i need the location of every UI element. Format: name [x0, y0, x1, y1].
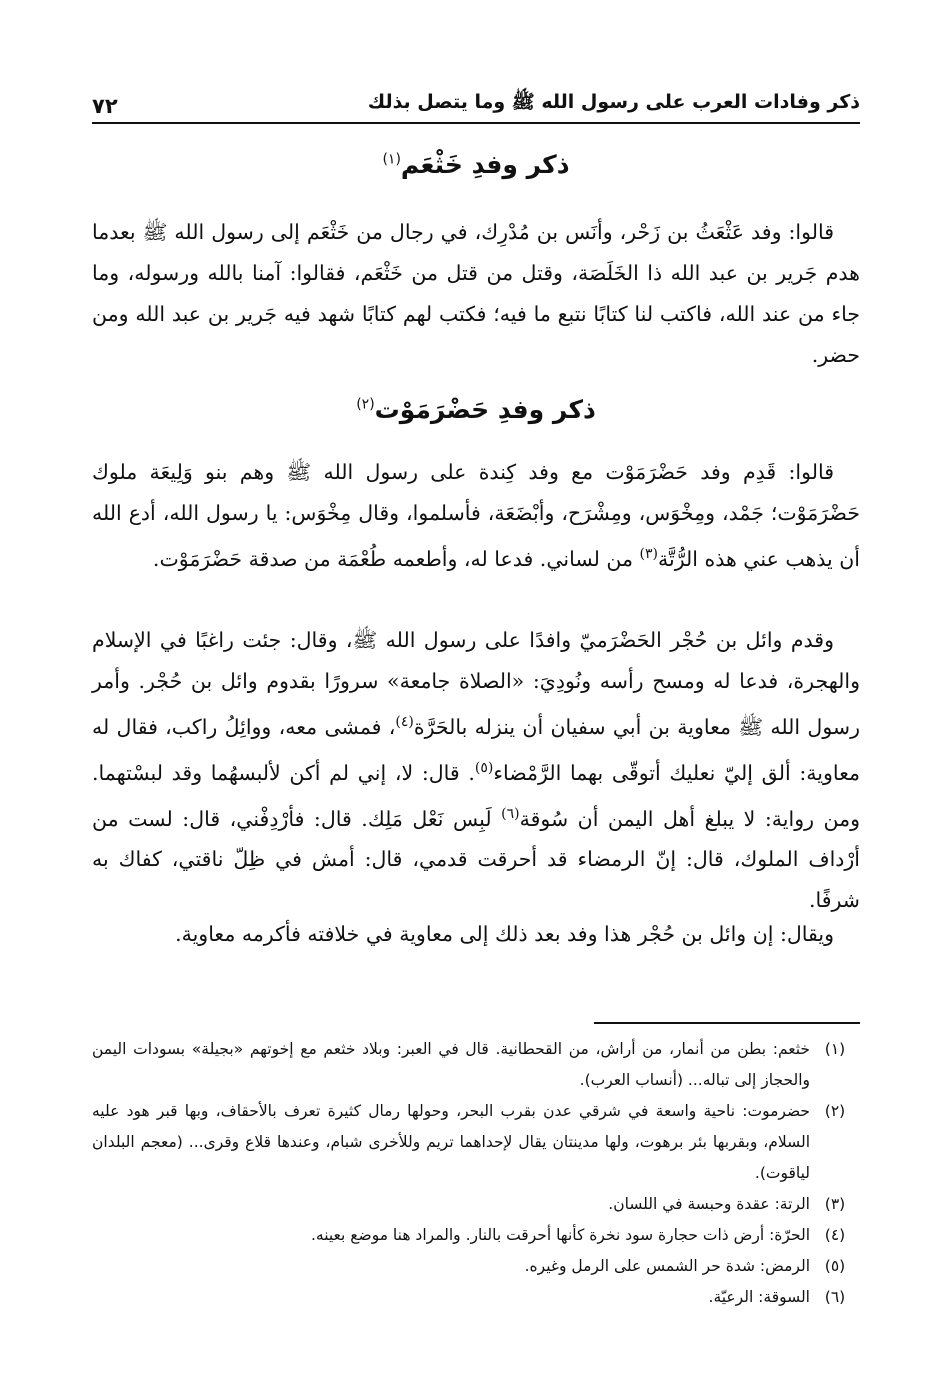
paragraph-text: وقدم وائل بن حُجْر الحَضْرَميّ وافدًا على رسول الله ﷺ، وقال: جئت راغبًا في الإسلام والهجرة، فدعا له ومسح رأسه ونُودِيَ: «الصلاة جامعة» سرورًا بقدوم وائل بن حُجْر. وأمر رسول الله ﷺ معاوية بن أبي سفيان أن ينزله بالحَرَّة: [92, 628, 860, 739]
footnote-ref: (٤): [395, 714, 414, 730]
paragraph-text: لَبِس نَعْل مَلِك. قال: فأرْدِفْني، قال: لست من أرْداف الملوك، قال: إنّ الرمضاء قد أحرقت قدمي، قال: أمش في ظِلّ ناقتي، كفاك به شرفًا.: [92, 806, 860, 913]
footnote-text: الحرّة: أرض ذات حجارة سود نخرة كأنها أحرقت بالنار. والمراد هنا موضع بعينه.: [310, 1226, 810, 1244]
paragraph-text: قالوا: قَدِم وفد حَضْرَمَوْت مع وفد كِندة على رسول الله ﷺ وهم بنو وَلِيعَة ملوك حَضْرَمَوْت؛ جَمْد، ومِخْوَس، ومِشْرَح، وأبْضَعَة، فأسلموا، وقال مِخْوَس: يا رسول الله، أدع الله أن يذهب عني هذه الرُّتَّة: [92, 460, 860, 571]
footnote-item: [92, 1282, 860, 1313]
section-title-khatham: [92, 150, 860, 179]
paragraph-wail-bin-hujr: [92, 620, 860, 921]
running-header: [92, 84, 860, 124]
footnote-item: [92, 1096, 860, 1189]
footnote-divider: [594, 1022, 860, 1024]
paragraph-text: من لساني. فدعا له، وأطعمه طُعْمَة من صدقة حَضْرَمَوْت.: [152, 546, 640, 571]
footnote-number: (٣): [824, 1195, 846, 1213]
footnote-text: خثعم: بطن من أنمار، من أراش، من القحطانية. قال في العبر: وبلاد خثعم مع إخوتهم «بجيلة» بسودات اليمن والحجاز إلى تباله... (أنساب العرب).: [92, 1040, 810, 1089]
paragraph-khatham: قالوا: وفد عَثْعَثُ بن زَحْر، وأنَس بن مُدْرِك، في رجال من خَثْعَم إلى رسول الله ﷺ بعدما هدم جَرير بن عبد الله ذا الخَلَصَة، وقتل من قتل من خَثْعَم، فقالوا: آمنا بالله ورسوله، وما جاء من عند الله، فاكتب لنا كتابًا نتبع ما فيه؛ فكتب لهم كتابًا شهد فيه جَرير بن عبد الله ومن حضر.: [92, 220, 860, 367]
footnote-number: (٢): [824, 1102, 846, 1120]
paragraph-text: . قال: لا، إني لم أكن لألبسهُما وقد لبسْتهما. ومن رواية: لا يبلغ أهل اليمن أن سُوقة: [92, 760, 860, 831]
footnote-ref: (٦): [501, 805, 520, 822]
footnote-number: (٦): [824, 1288, 846, 1306]
footnotes: [92, 1034, 860, 1313]
section-title-text: ذكر وفدِ حَضْرَمَوْت: [374, 395, 596, 424]
footnote-ref: (٣): [639, 546, 658, 562]
footnote-item: [92, 1220, 860, 1251]
footnote-number: (٤): [824, 1226, 846, 1244]
section-title-text: ذكر وفدِ خَثْعَم: [400, 150, 570, 179]
footnote-text: السوقة: الرعيّة.: [708, 1288, 810, 1306]
footnote-text: الرمض: شدة حر الشمس على الرمل وغيره.: [524, 1257, 810, 1275]
paragraph-text: ، فمشى معه، ووائِلُ راكب، فقال له معاوية: ألق إليّ نعليك أتوقّى بهما الرَّمْضاء: [92, 714, 860, 785]
footnote-item: [92, 1034, 860, 1096]
footnote-ref: (١): [382, 151, 401, 168]
footnote-ref: (٥): [474, 759, 494, 776]
paragraph-hadramawt-delegation: [92, 452, 860, 580]
footnote-item: [92, 1189, 860, 1220]
footnote-number: (١): [824, 1040, 846, 1058]
running-title: ذكر وفادات العرب على رسول الله ﷺ وما يتصل بذلك: [367, 91, 860, 113]
footnote-ref: (٢): [356, 396, 375, 413]
paragraph-later-visit: ويقال: إن وائل بن حُجْر هذا وفد بعد ذلك إلى معاوية في خلافته فأكرمه معاوية.: [175, 922, 834, 946]
footnote-text: الرتة: عقدة وحبسة في اللسان.: [608, 1195, 810, 1213]
footnote-text: حضرموت: ناحية واسعة في شرقي عدن بقرب البحر، وحولها رمال كثيرة تعرف بالأحقاف، وبها قبر هود عليه السلام، وبقربها بئر برهوت، ولها مدينتان يقال لإحداهما تريم وللأخرى شبام، وعندها قلاع وقرى... (معجم البلدان لياقوت).: [92, 1102, 810, 1182]
footnote-item: [92, 1251, 860, 1282]
footnote-number: (٥): [824, 1257, 846, 1275]
page-number: ٧٢: [92, 94, 118, 118]
section-title-hadramawt: [92, 395, 860, 424]
